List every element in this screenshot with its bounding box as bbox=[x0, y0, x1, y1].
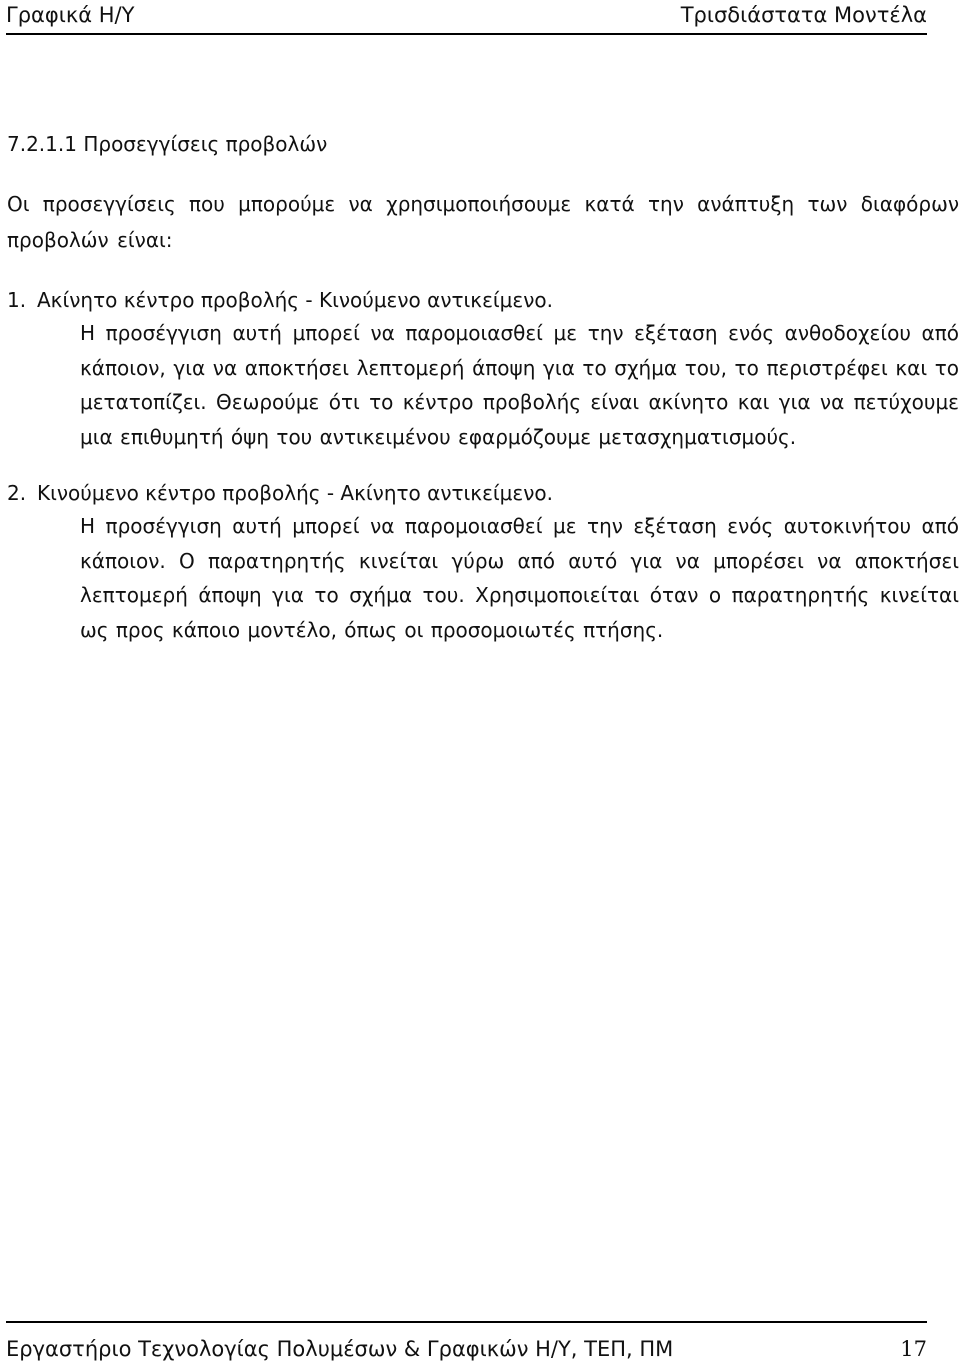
page-footer bbox=[6, 1321, 927, 1362]
list-item-number: 2. bbox=[7, 481, 27, 505]
header-left-title: Γραφικά Η/Υ bbox=[6, 3, 135, 27]
list-item-heading-line bbox=[7, 284, 959, 316]
header-right-title: Τρισδιάστατα Μοντέλα bbox=[680, 3, 927, 27]
intro-paragraph: Οι προσεγγίσεις που μπορούμε να χρησιμοποιήσουμε κατά την ανάπτυξη των διαφόρων προβολών είναι: bbox=[7, 192, 959, 252]
section-title: 7.2.1.1 Προσεγγίσεις προβολών bbox=[7, 132, 328, 156]
list-item-heading-line bbox=[7, 477, 959, 509]
footer-institution: Εργαστήριο Τεχνολογίας Πολυμέσων & Γραφικών Η/Υ, ΤΕΠ, ΠΜ bbox=[6, 1337, 674, 1361]
list-item-body: Η προσέγγιση αυτή μπορεί να παρομοιασθεί με την εξέταση ενός ανθοδοχείου από κάποιον, για να αποκτήσει λεπτομερή άποψη για το σχήμα του, το περιστρέφει και το μετατοπίζει. Θεωρούμε ότι το κέντρο προβολής είναι ακίνητο και για να πετύχουμε μια επιθυμητή όψη του αντικειμένου εφαρμόζουμε μετασχηματισμούς. bbox=[80, 321, 959, 449]
list-item-heading: Κινούμενο κέντρο προβολής - Ακίνητο αντικείμενο. bbox=[37, 481, 553, 505]
page-number: 17 bbox=[900, 1337, 927, 1361]
list-item-body: Η προσέγγιση αυτή μπορεί να παρομοιασθεί με την εξέταση ενός αυτοκινήτου από κάποιον. Ο παρατηρητής κινείται γύρω από αυτό για να μπορέσει να αποκτήσει λεπτομερή άποψη για το σχήμα του. Χρησιμοποιείται όταν ο παρατηρητής κινείται ως προς κάποιο μοντέλο, όπως οι προσομοιωτές πτήσης. bbox=[80, 514, 959, 642]
list-item bbox=[7, 284, 959, 454]
list-item bbox=[7, 477, 959, 647]
page-header bbox=[6, 0, 927, 35]
list-item-heading: Ακίνητο κέντρο προβολής - Κινούμενο αντικείμενο. bbox=[37, 288, 553, 312]
list-item-number: 1. bbox=[7, 288, 27, 312]
